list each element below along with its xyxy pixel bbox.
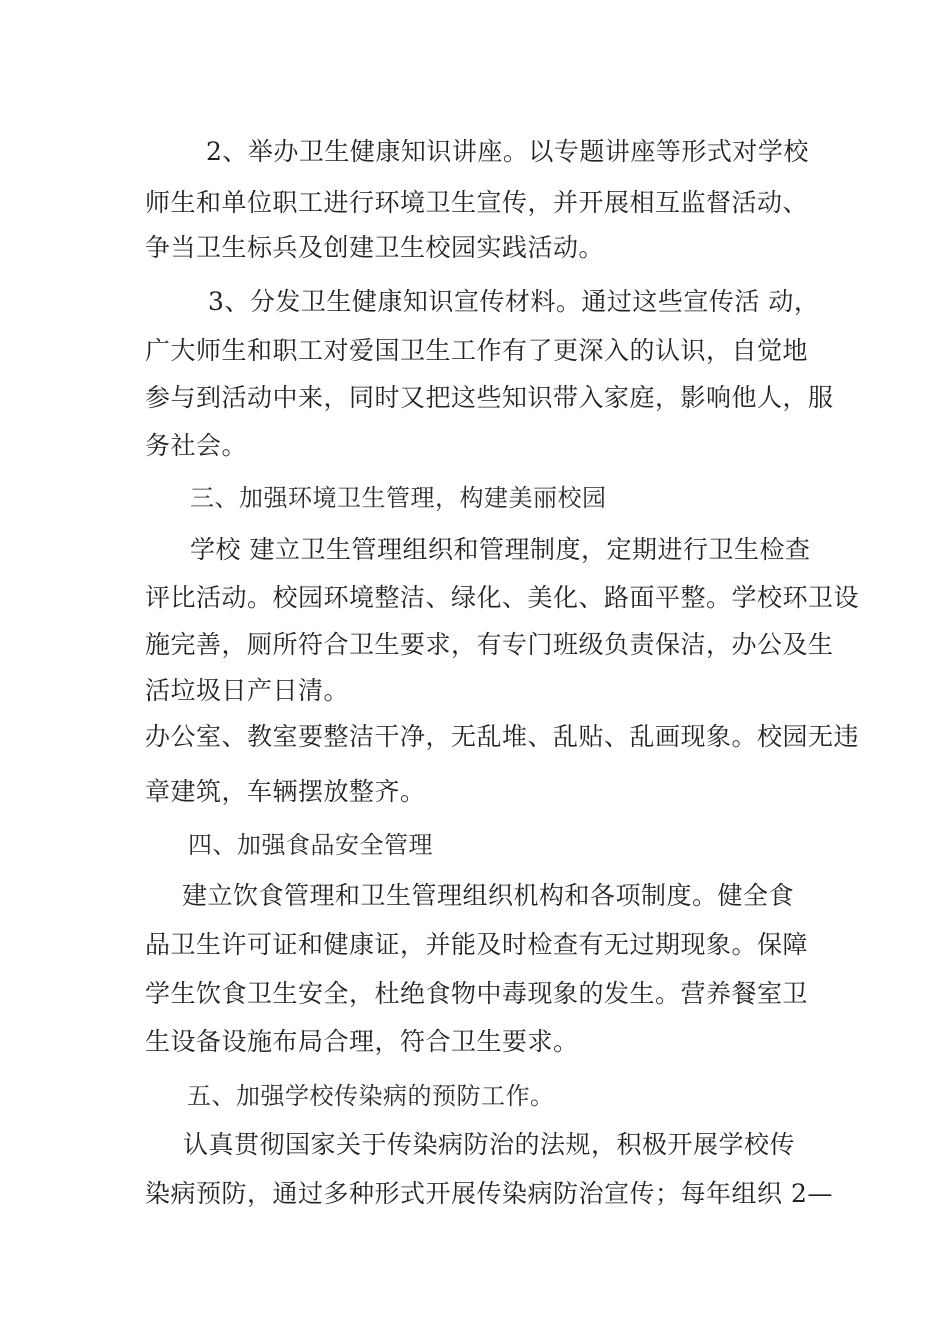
paragraph-2-line-3: 争当卫生标兵及创建卫生校园实践活动。 xyxy=(145,233,605,262)
section-3-line-2: 评比活动。校园环境整洁、绿化、美化、路面平整。学校环卫设 xyxy=(145,583,860,612)
section-4-line-4: 生设备设施布局合理，符合卫生要求。 xyxy=(145,1027,579,1056)
section-5-line-2: 染病预防，通过多种形式开展传染病防治宣传；每年组织 2— xyxy=(145,1179,833,1208)
section-3-line-1: 学校 建立卫生管理组织和管理制度，定期进行卫生检查 xyxy=(190,535,811,564)
section-4-line-3: 学生饮食卫生安全，杜绝食物中毒现象的发生。营养餐室卫 xyxy=(145,979,809,1008)
section-5-line-1: 认真贯彻国家关于传染病防治的法规，积极开展学校传 xyxy=(183,1130,796,1159)
paragraph-3-line-4: 务社会。 xyxy=(145,431,248,460)
section-3-line-4: 活垃圾日产日清。 xyxy=(145,676,350,705)
section-3-line-6: 章建筑，车辆摆放整齐。 xyxy=(145,777,426,806)
section-3-line-3: 施完善，厕所符合卫生要求，有专门班级负责保洁，办公及生 xyxy=(145,630,834,659)
section-heading-3: 三、加强环境卫生管理，构建美丽校园 xyxy=(190,484,607,512)
paragraph-2-line-2: 师生和单位职工进行环境卫生宣传，并开展相互监督活动、 xyxy=(145,188,809,217)
section-4-line-1: 建立饮食管理和卫生管理组织机构和各项制度。健全食 xyxy=(182,881,795,910)
section-heading-5: 五、加强学校传染病的预防工作。 xyxy=(187,1082,555,1110)
paragraph-3-line-3: 参与到活动中来，同时又把这些知识带入家庭，影响他人，服 xyxy=(145,383,834,412)
paragraph-3-line-1: 3、分发卫生健康知识宣传材料。通过这些宣传活 动， xyxy=(208,287,820,316)
paragraph-3-line-2: 广大师生和职工对爱国卫生工作有了更深入的认识，自觉地 xyxy=(145,336,809,365)
section-3-line-5: 办公室、教室要整洁干净，无乱堆、乱贴、乱画现象。校园无违 xyxy=(145,722,860,751)
section-4-line-2: 品卫生许可证和健康证，并能及时检查有无过期现象。保障 xyxy=(145,930,809,959)
paragraph-2-line-1: 2、举办卫生健康知识讲座。以专题讲座等形式对学校 xyxy=(206,137,809,166)
section-heading-4: 四、加强食品安全管理 xyxy=(188,831,433,859)
